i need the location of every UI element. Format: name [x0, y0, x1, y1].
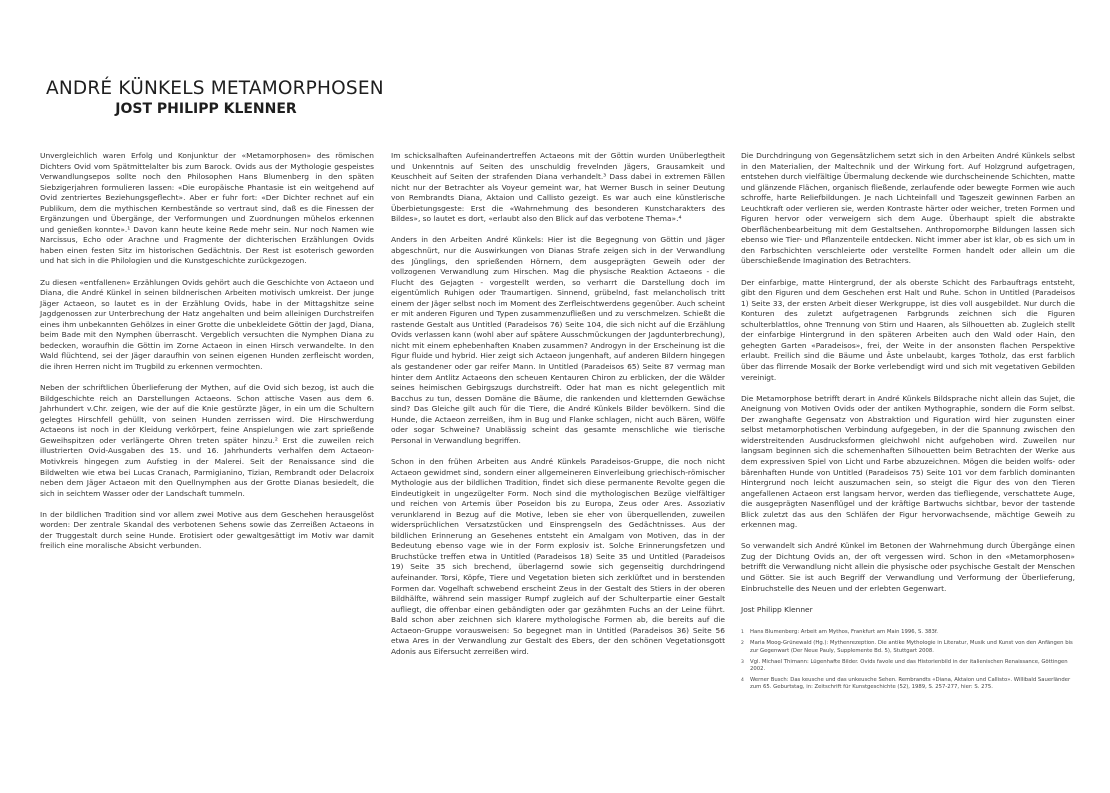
- paragraph: Zu diesen «entfallenen» Erzählungen Ovids gehört auch die Geschichte von Actaeon und Diana, die André Künkel in seinen bildnerischen Arbeiten motivisch umkreist. Der junge Jäger Actaeon, so lautet es in der Erzählung Ovids, habe in der Mittagshitze seine Jagdgenossen zur Unterbrechung der Hatz angehalten und beim alleinigen Durchstreifen eines ihm unbekannten Gehölzes in einer Grotte die unbekleidete Göttin der Jagd, Diana, beim Bade mit den Nymphen überrascht. Vergeblich versuchten die Nymphen Diana zu bedecken, woraufhin die Göttin im Zorne Actaeon in einen Hirsch verwandelte. In den Wald flüchtend, sei der Jäger daraufhin von seinen eigenen Hunden zerfleischt worden, die ihren Herren nicht im Trugbild zu erkennen vermochten.: [40, 277, 374, 371]
- footnote: [741, 629, 1075, 636]
- paragraph: Die Durchdringung von Gegensätzlichem setzt sich in den Arbeiten André Künkels selbst in den Materialien, der Maltechnik und der Wirkung fort. Auf Holzgrund aufgetragen, entstehen durch vielfältige Übermalung deckende wie durchscheinende Schichten, matte und glänzende Flächen, organisch fließende, zerlaufende oder bewegte Formen wie auch schroffe, harte Reliefbildungen. Je nach Lichteinfall und Tageszeit gewinnen Farben an Leuchtkraft oder verlieren sie, werden Kontraste härter oder weicher, treten Formen und Figuren hervor oder verweigern sich dem Auge. Überhaupt spielt die abstrakte Oberflächenbearbeitung mit dem Gestaltsehen. Anthropomorphe Bildungen lassen sich ebenso wie Tier- und Pflanzenteile entdecken. Nicht immer aber ist klar, ob es sich um in den Farbschichten verschleierte oder verstellte Formen handelt oder allein um die überschießende Imagination des Betrachters.: [741, 151, 1075, 266]
- paragraph: Der einfarbige, matte Hintergrund, der als oberste Schicht des Farbauftrags entsteht, gibt den Figuren und dem Geschehen erst Halt und Ruhe. Schon in Untitled (Paradeisos 1) Seite 33, der ersten Arbeit dieser Werkgruppe, ist dies voll ausgebildet. Nur durch die Konturen des zuletzt aufgetragenen Farbgrunds zeichnen sich die Figuren schulterblattlos, ohne Trennung von Stirn und Haaren, als Silhouetten ab. Zugleich stellt der einfarbige Hintergrund in den späteren Arbeiten auch den Wald oder Hain, den gehegten Garten «Paradeisos», frei, der Weite in der ansonsten flachen Perspektive erlaubt. Freilich sind die Bäume und Äste unbelaubt, karges Totholz, das erst farblich über das flirrende Mosaik der Borke verlebendigt wird und sich mit vegetativen Gebilden vereinigt.: [741, 277, 1075, 382]
- paragraph: Anders in den Arbeiten André Künkels: Hier ist die Begegnung von Göttin und Jäger abgeschnürt, nur die Auswirkungen von Dianas Strafe zeigen sich in der Verwandlung des Jünglings, den sprießenden Hörnern, dem ausgeprägten Geweih oder der vollzogenen Verwandlung zum Hirschen. Mag die physische Reaktion Actaeons - die Flucht des Gejagten - vorgestellt werden, so verharrt die Darstellung doch im eigentümlich Ruhigen oder Traumartigen. Sinnend, grübelnd, fast melancholisch tritt einem der Jäger selbst noch im Moment des Zerfleischtwerdens gegenüber. Auch scheint er mit anderen Figuren und Typen zusammenzufließen und zu verschmelzen. Schießt die rastende Gestalt aus Untitled (Paradeisos 76) Seite 104, die sich nicht auf die Erzählung Ovids verlassen kann (wohl aber auf spätere Ausschmückungen der Jagdunterbrechung), nicht mit einem ephebenhaften Knaben zusammen? Androgyn in der Erscheinung ist die Figur fluide und hybrid. Hier zeigt sich Actaeon jungenhaft, auf anderen Bildern hingegen als gestandener oder gar reifer Mann. In Untitled (Paradeisos 65) Seite 87 vermag man hinter dem Antlitz Actaeons den scheuen Kentauren Chiron zu erblicken, der die Wälder seines heimischen Gebirgszugs durchstreift. Oder hat man es nicht gelegentlich mit Bacchus zu tun, dessen Domäne die Bäume, die rankenden und kletternden Gewächse sind? Das Gleiche gilt auch für die Tiere, die André Künkels Bilder bevölkern. Sind die Hunde, die Actaeon zerreißen, ihm in Bug und Flanke schlagen, nicht auch Bären, Wölfe oder sogar Schweine? Unablässig scheint das gesamte menschliche wie tierische Personal in Verwandlung begriffen.: [391, 235, 725, 445]
- paragraph: In der bildlichen Tradition sind vor allem zwei Motive aus dem Geschehen herausgelöst worden: Der zentrale Skandal des verbotenen Sehens sowie das Zerreißen Actaeons in der Truggestalt durch seine Hunde. Erotisiert oder gewaltgesättigt im Motiv war damit freilich eine moralische Absicht verbunden.: [40, 509, 374, 551]
- author-signature: Jost Philipp Klenner: [741, 604, 813, 614]
- paragraph: Im schicksalhaften Aufeinandertreffen Actaeons mit der Göttin wurden Unüberlegtheit und Unkenntnis auf Seiten des unschuldig frevelnden Jägers, Grausamkeit und Keuschheit auf Seiten der strafenden Diana verhandelt.³ Dass dabei in extremen Fällen nicht nur der Betrachter als Voyeur gemeint war, hat Werner Busch in seiner Deutung von Rembrandts Diana, Aktaion und Callisto gezeigt. Es war auch eine künstlerische Überbietungsgeste: Erst die «Wahrnehmung des besonderen Kunstcharakters des Bildes», so lautet es dort, «erlaubt also den Blick auf das verbotene Thema».⁴: [391, 151, 725, 224]
- paragraph: So verwandelt sich André Künkel im Betonen der Wahrnehmung durch Übergänge einen Zug der Dichtung Ovids an, der oft vergessen wird. Schon in den «Metamorphosen» betrifft die Verwandlung nicht allein die physische oder psychische Gestalt der Menschen und Götter. Sie ist auch Begriff der Verwandlung und Verformung der Überlieferung, Einbruchstelle des Neuen und der erlebten Gegenwart.: [741, 541, 1075, 593]
- text-column-3: [741, 151, 1075, 696]
- footnote-number: 1: [741, 630, 744, 636]
- footnote-text: Werner Busch: Das keusche und das unkeusche Sehen. Rembrandts «Diana, Aktaion und Callisto». Willibald Sauerländer zum 65. Geburtstag, in: Zeitschrift für Kunstgeschichte (52), 1989, S. 257-277, hier: S. 275.: [750, 677, 1071, 691]
- footnote: [741, 659, 1075, 673]
- footnote-number: 3: [741, 659, 744, 665]
- footnote: [741, 677, 1075, 691]
- footnote-text: Maria Moog-Grünewald (Hg.): Mythenrezeption. Die antike Mythologie in Literatur, Musik und Kunst von den Anfängen bis zur Gegenwart (Der Neue Pauly, Supplemente Bd. 5), Stuttgart 2008.: [750, 640, 1073, 654]
- article-author: JOST PHILIPP KLENNER: [115, 101, 297, 117]
- footnote-text: Vgl. Michael Thimann: Lügenhafte Bilder. Ovids favole und das Historienbild in der italienischen Renaissance, Göttingen 2002.: [750, 658, 1068, 673]
- footnotes: [741, 629, 1075, 691]
- footnote-number: 4: [741, 678, 744, 684]
- article-title: ANDRÉ KÜNKELS METAMORPHOSEN: [46, 78, 384, 99]
- footnote-number: 2: [741, 641, 744, 647]
- title-block: [46, 78, 384, 118]
- paragraph: Die Metamorphose betrifft derart in André Künkels Bildsprache nicht allein das Sujet, die Aneignung von Motiven Ovids oder der antiken Mythographie, sondern die Form selbst. Der zwanghafte Gegensatz von Abstraktion und Figuration wird hier zugunsten einer selbst metamorphotischen Verbindung aufgegeben, in der die Spannung zwischen den widerstreitenden Ausdrucksformen gleichwohl nicht aufgehoben wird. Zuweilen nur langsam beginnen sich die schemenhaften Silhouetten beim Betrachten der Werke aus dem expressiven Spiel von Licht und Farbe abzuzeichnen. Mögen die beiden wolfs- oder bärenhaften Hunde von Untitled (Paradeisos 75) Seite 101 vor dem farblich dominanten Hintergrund noch leicht auszumachen sein, so steigt die Figur des von den Tieren angefallenen Actaeon erst langsam hervor, werden das tiefliegende, verschattete Auge, die ausgeprägten Nasenflügel und der kräftige Bartwuchs sichtbar, bevor der tastende Blick zuletzt das aus den Schläfen der Figur hervorwachsende, mächtige Geweih zu erkennen mag.: [741, 393, 1075, 530]
- paragraph: Schon in den frühen Arbeiten aus André Künkels Paradeisos-Gruppe, die noch nicht Actaeon gewidmet sind, sondern einer allgemeineren Einverleibung griechisch-römischer Mythologie aus der bildlichen Tradition, findet sich diese permanente Revolte gegen die Eindeutigkeit in ungezügelter Form. Noch sind die mythologischen Bezüge vielfältiger und reichen von Artemis über Poseidon bis zu Europa, Zeus oder Ares. Assoziativ verunklarend in Bezug auf die Motive, leben sie eher von überquellenden, zuweilen widersprüchlichen Versatzstücken und Einsprengseln des Gedächtnisses. Aus der bildlichen Erinnerung an Gesehenes entsteht ein Amalgam von Motiven, das in der Bedeutung ebenso vage wie in der Form explosiv ist. Solche Erinnerungsfetzen und Bruchstücke treffen etwa in Untitled (Paradeisos 18) Seite 35 und Untitled (Paradeisos 19) Seite 35 sich brechend, überlagernd sowie sich gegenseitig durchdringend aufeinander. Torsi, Köpfe, Tiere und Vegetation bieten sich zerklüftet und in berstenden Formen dar. Vogelhaft schwebend erscheint Zeus in der Gestalt des Stiers in der oberen Bildhälfte, während sein massiger Rumpf zugleich auf der Schulterpartie einer Gestalt aufliegt, die offenbar einen gebändigten oder gar gezähmten Fuchs an der Leine führt. Bald schon aber zeichnen sich klarere mythologische Formen ab, die bereits auf die Actaeon-Gruppe vorausweisen: So begegnet man in Untitled (Paradeisos 36) Seite 56 etwa Ares in der Verwandlung zur Gestalt des Ebers, der den schönen Vegetationsgott Adonis aus Eifersucht zerreißen wird.: [391, 456, 725, 656]
- paragraph: Unvergleichlich waren Erfolg und Konjunktur der «Metamorphosen» des römischen Dichters Ovid vom Spätmittelalter bis zum Barock. Ovids aus der Mythologie gespeistes Verwandlungsepos sollte noch den Philosophen Hans Blumenberg in den späten Siebzigerjahren formulieren lassen: «Die europäische Phantasie ist ein weitgehend auf Ovid zentriertes Beziehungsgeflecht». Aber er fuhr fort: «Der Dichter rechnet auf ein Publikum, dem die mythischen Kernbestände so vertraut sind, daß es die Finessen der Ergänzungen und Übergänge, der Verformungen und Zuordnungen mühelos erkennen und genießen konnte».¹ Davon kann heute keine Rede mehr sein. Nur noch Namen wie Narcissus, Echo oder Arachne und Fragmente der dichterischen Erzählungen Ovids haben einen festen Sitz im historischen Gedächtnis. Der Rest ist esoterisch geworden und hat sich in die Philologien und die Kunstgeschichte zurückgezogen.: [40, 151, 374, 266]
- footnote-text: Hans Blumenberg: Arbeit am Mythos, Frankfurt am Main 1996, S. 383f.: [750, 629, 938, 636]
- text-column-1: [40, 151, 374, 563]
- footnote: [741, 640, 1075, 654]
- paragraph: Neben der schriftlichen Überlieferung der Mythen, auf die Ovid sich bezog, ist auch die Bildgeschichte reich an Darstellungen Actaeons. Schon attische Vasen aus dem 6. Jahrhundert v.Chr. zeigen, wie der auf die Knie gestürzte Jäger, in ein um die Schultern gelegtes Hirschfell gehüllt, von seinen Hunden zerrissen wird. Die Hirschwerdung Actaeons ist noch in der Kleidung verkörpert, feine Anspielungen wie zart sprießende Geweihspitzen oder verlängerte Ohren treten später hinzu.² Erst die zuweilen reich illustrierten Ovid-Ausgaben des 15. und 16. Jahrhunderts verhalfen dem Actaeon-Motivkreis hingegen zum Aufstieg in der Malerei. Seit der Renaissance sind die Bildwelten wie etwa bei Lucas Cranach, Parmigianino, Tizian, Rembrandt oder Delacroix neben dem Jäger Actaeon mit den Quellnymphen aus der Grotte Dianas besiedelt, die sich in seichtem Wasser oder der Landschaft tummeln.: [40, 383, 374, 498]
- text-column-2: [391, 151, 725, 668]
